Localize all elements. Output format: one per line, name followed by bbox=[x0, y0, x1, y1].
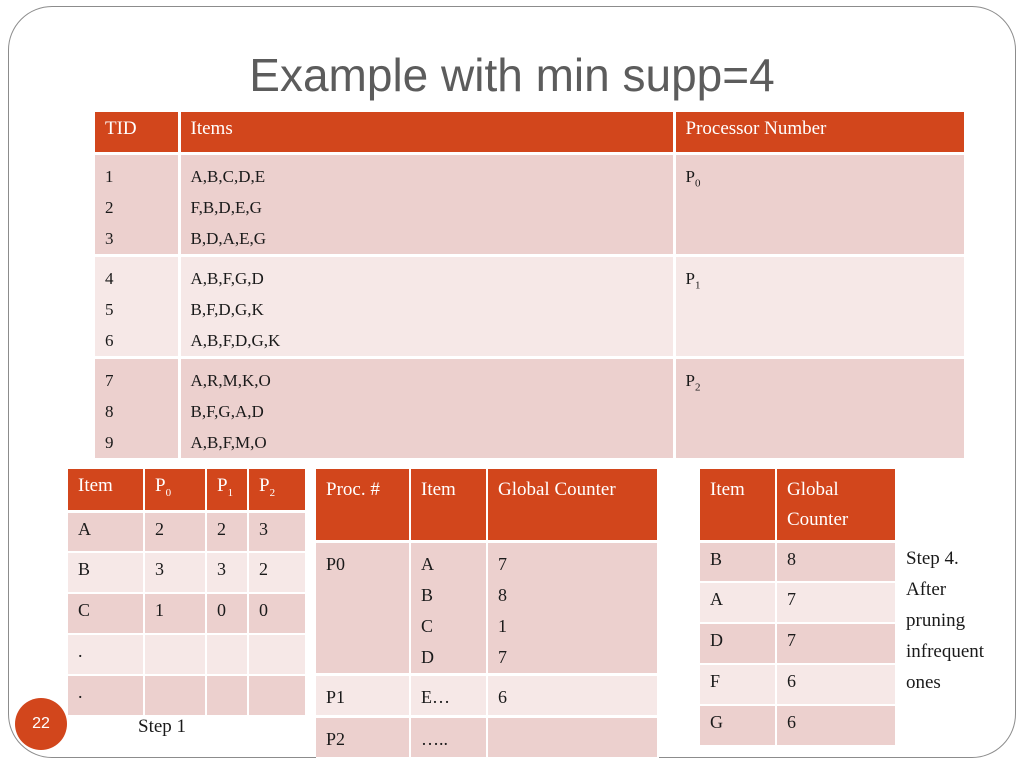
counter-cell: 7 bbox=[776, 582, 896, 623]
count-cell: 3 bbox=[144, 552, 206, 593]
header-p-label: P bbox=[155, 475, 166, 496]
header-global-counter: Global Counter bbox=[776, 469, 896, 541]
header-item: Item bbox=[410, 469, 487, 541]
header-p-label: P bbox=[217, 475, 228, 496]
step1-caption: Step 1 bbox=[138, 716, 187, 737]
table-row bbox=[68, 511, 306, 552]
table-row bbox=[700, 623, 896, 664]
header-p-label: P bbox=[259, 475, 270, 496]
tid-value: 9 bbox=[105, 432, 114, 452]
count-cell: 2 bbox=[206, 511, 248, 552]
itemset: B,F,G,A,D bbox=[190, 401, 264, 421]
local-count-table bbox=[68, 469, 307, 717]
caption-line: After bbox=[906, 579, 947, 600]
count-cell bbox=[206, 675, 248, 716]
header-p-subscript: 2 bbox=[269, 486, 276, 499]
processor-cell bbox=[674, 255, 964, 357]
counter-cell: 6 bbox=[776, 664, 896, 705]
processor-subscript: 2 bbox=[694, 380, 701, 393]
item-cell: A bbox=[700, 582, 776, 623]
counter-cell: 6 bbox=[487, 674, 658, 716]
item-value: C bbox=[421, 615, 434, 636]
counter-value: 7 bbox=[498, 646, 507, 667]
counter-cell: 6 bbox=[776, 705, 896, 746]
processor-label: P bbox=[685, 166, 695, 186]
caption-line: pruning bbox=[906, 610, 966, 631]
counter-cell: 7 bbox=[776, 623, 896, 664]
header-item: Item bbox=[700, 469, 776, 541]
counter-value: 1 bbox=[498, 615, 507, 636]
page-number-badge: 22 bbox=[15, 698, 67, 750]
global-counter-table bbox=[316, 469, 659, 760]
tid-value: 1 bbox=[105, 166, 114, 186]
processor-label: P bbox=[685, 370, 695, 390]
tid-value: 2 bbox=[105, 197, 114, 217]
processor-label: P bbox=[685, 268, 695, 288]
processor-subscript: 1 bbox=[694, 278, 701, 291]
header-processor-number: Processor Number bbox=[674, 112, 964, 153]
counter-value: 7 bbox=[498, 553, 507, 574]
table-row bbox=[95, 357, 964, 459]
tid-value: 7 bbox=[105, 370, 114, 390]
tid-value: 5 bbox=[105, 299, 114, 319]
table-row bbox=[68, 634, 306, 675]
table-row bbox=[316, 716, 658, 758]
header-p2 bbox=[248, 469, 306, 511]
count-cell: 2 bbox=[144, 511, 206, 552]
item-cell: G bbox=[700, 705, 776, 746]
itemset: B,D,A,E,G bbox=[190, 228, 267, 248]
itemset: A,B,F,G,D bbox=[190, 268, 264, 288]
counter-cell: 8 bbox=[776, 541, 896, 582]
item-cell: A bbox=[68, 511, 144, 552]
header-proc: Proc. # bbox=[316, 469, 410, 541]
header-items: Items bbox=[179, 112, 674, 153]
processor-subscript: 0 bbox=[694, 176, 701, 189]
tid-cell bbox=[95, 357, 179, 459]
item-cell: B bbox=[700, 541, 776, 582]
item-cell bbox=[410, 541, 487, 674]
tid-value: 4 bbox=[105, 268, 114, 288]
caption-line: Step 4. bbox=[906, 548, 959, 569]
item-value: D bbox=[421, 646, 434, 667]
table-row bbox=[700, 705, 896, 746]
count-cell bbox=[248, 634, 306, 675]
header-p1 bbox=[206, 469, 248, 511]
itemset: F,B,D,E,G bbox=[190, 197, 262, 217]
count-cell: 0 bbox=[248, 593, 306, 634]
counter-cell bbox=[487, 541, 658, 674]
proc-cell: P2 bbox=[316, 716, 410, 758]
item-cell: F bbox=[700, 664, 776, 705]
processor-cell bbox=[674, 357, 964, 459]
item-cell: D bbox=[700, 623, 776, 664]
itemset: A,B,F,D,G,K bbox=[190, 330, 281, 350]
header-p-subscript: 0 bbox=[165, 486, 172, 499]
header-p-subscript: 1 bbox=[227, 486, 234, 499]
proc-cell: P0 bbox=[316, 541, 410, 674]
table-row bbox=[68, 593, 306, 634]
itemset: A,B,C,D,E bbox=[190, 166, 266, 186]
count-cell bbox=[144, 634, 206, 675]
itemset: A,R,M,K,O bbox=[190, 370, 271, 390]
item-cell: E… bbox=[410, 674, 487, 716]
count-cell: 0 bbox=[206, 593, 248, 634]
table-row bbox=[316, 674, 658, 716]
transactions-table bbox=[95, 112, 964, 461]
item-cell: C bbox=[68, 593, 144, 634]
item-value: A bbox=[421, 553, 434, 574]
counter-value: 8 bbox=[498, 584, 507, 605]
header-item: Item bbox=[68, 469, 144, 511]
tid-value: 6 bbox=[105, 330, 114, 350]
header-tid: TID bbox=[95, 112, 179, 153]
count-cell bbox=[248, 675, 306, 716]
table-row bbox=[316, 541, 658, 674]
tid-cell bbox=[95, 153, 179, 255]
itemset: A,B,F,M,O bbox=[190, 432, 267, 452]
slide-title: Example with min supp=4 bbox=[249, 49, 775, 101]
counter-cell bbox=[487, 716, 658, 758]
table-row bbox=[95, 153, 964, 255]
header-p0 bbox=[144, 469, 206, 511]
tid-cell bbox=[95, 255, 179, 357]
item-value: B bbox=[421, 584, 434, 605]
count-cell: 1 bbox=[144, 593, 206, 634]
item-cell: . bbox=[68, 634, 144, 675]
step4-caption bbox=[906, 543, 1016, 698]
count-cell: 3 bbox=[206, 552, 248, 593]
pruned-table bbox=[700, 469, 897, 747]
proc-cell: P1 bbox=[316, 674, 410, 716]
count-cell bbox=[144, 675, 206, 716]
table-row bbox=[700, 541, 896, 582]
table-row bbox=[700, 582, 896, 623]
items-cell bbox=[179, 357, 674, 459]
items-cell bbox=[179, 153, 674, 255]
table-row bbox=[68, 675, 306, 716]
itemset: B,F,D,G,K bbox=[190, 299, 264, 319]
item-cell: . bbox=[68, 675, 144, 716]
caption-line: infrequent bbox=[906, 641, 985, 662]
header-global-counter: Global Counter bbox=[487, 469, 658, 541]
count-cell: 3 bbox=[248, 511, 306, 552]
item-cell: B bbox=[68, 552, 144, 593]
count-cell: 2 bbox=[248, 552, 306, 593]
table-row bbox=[95, 255, 964, 357]
processor-cell bbox=[674, 153, 964, 255]
table-row bbox=[68, 552, 306, 593]
caption-line: ones bbox=[906, 672, 941, 693]
items-cell bbox=[179, 255, 674, 357]
item-cell: ….. bbox=[410, 716, 487, 758]
table-row bbox=[700, 664, 896, 705]
tid-value: 3 bbox=[105, 228, 114, 248]
tid-value: 8 bbox=[105, 401, 114, 421]
count-cell bbox=[206, 634, 248, 675]
